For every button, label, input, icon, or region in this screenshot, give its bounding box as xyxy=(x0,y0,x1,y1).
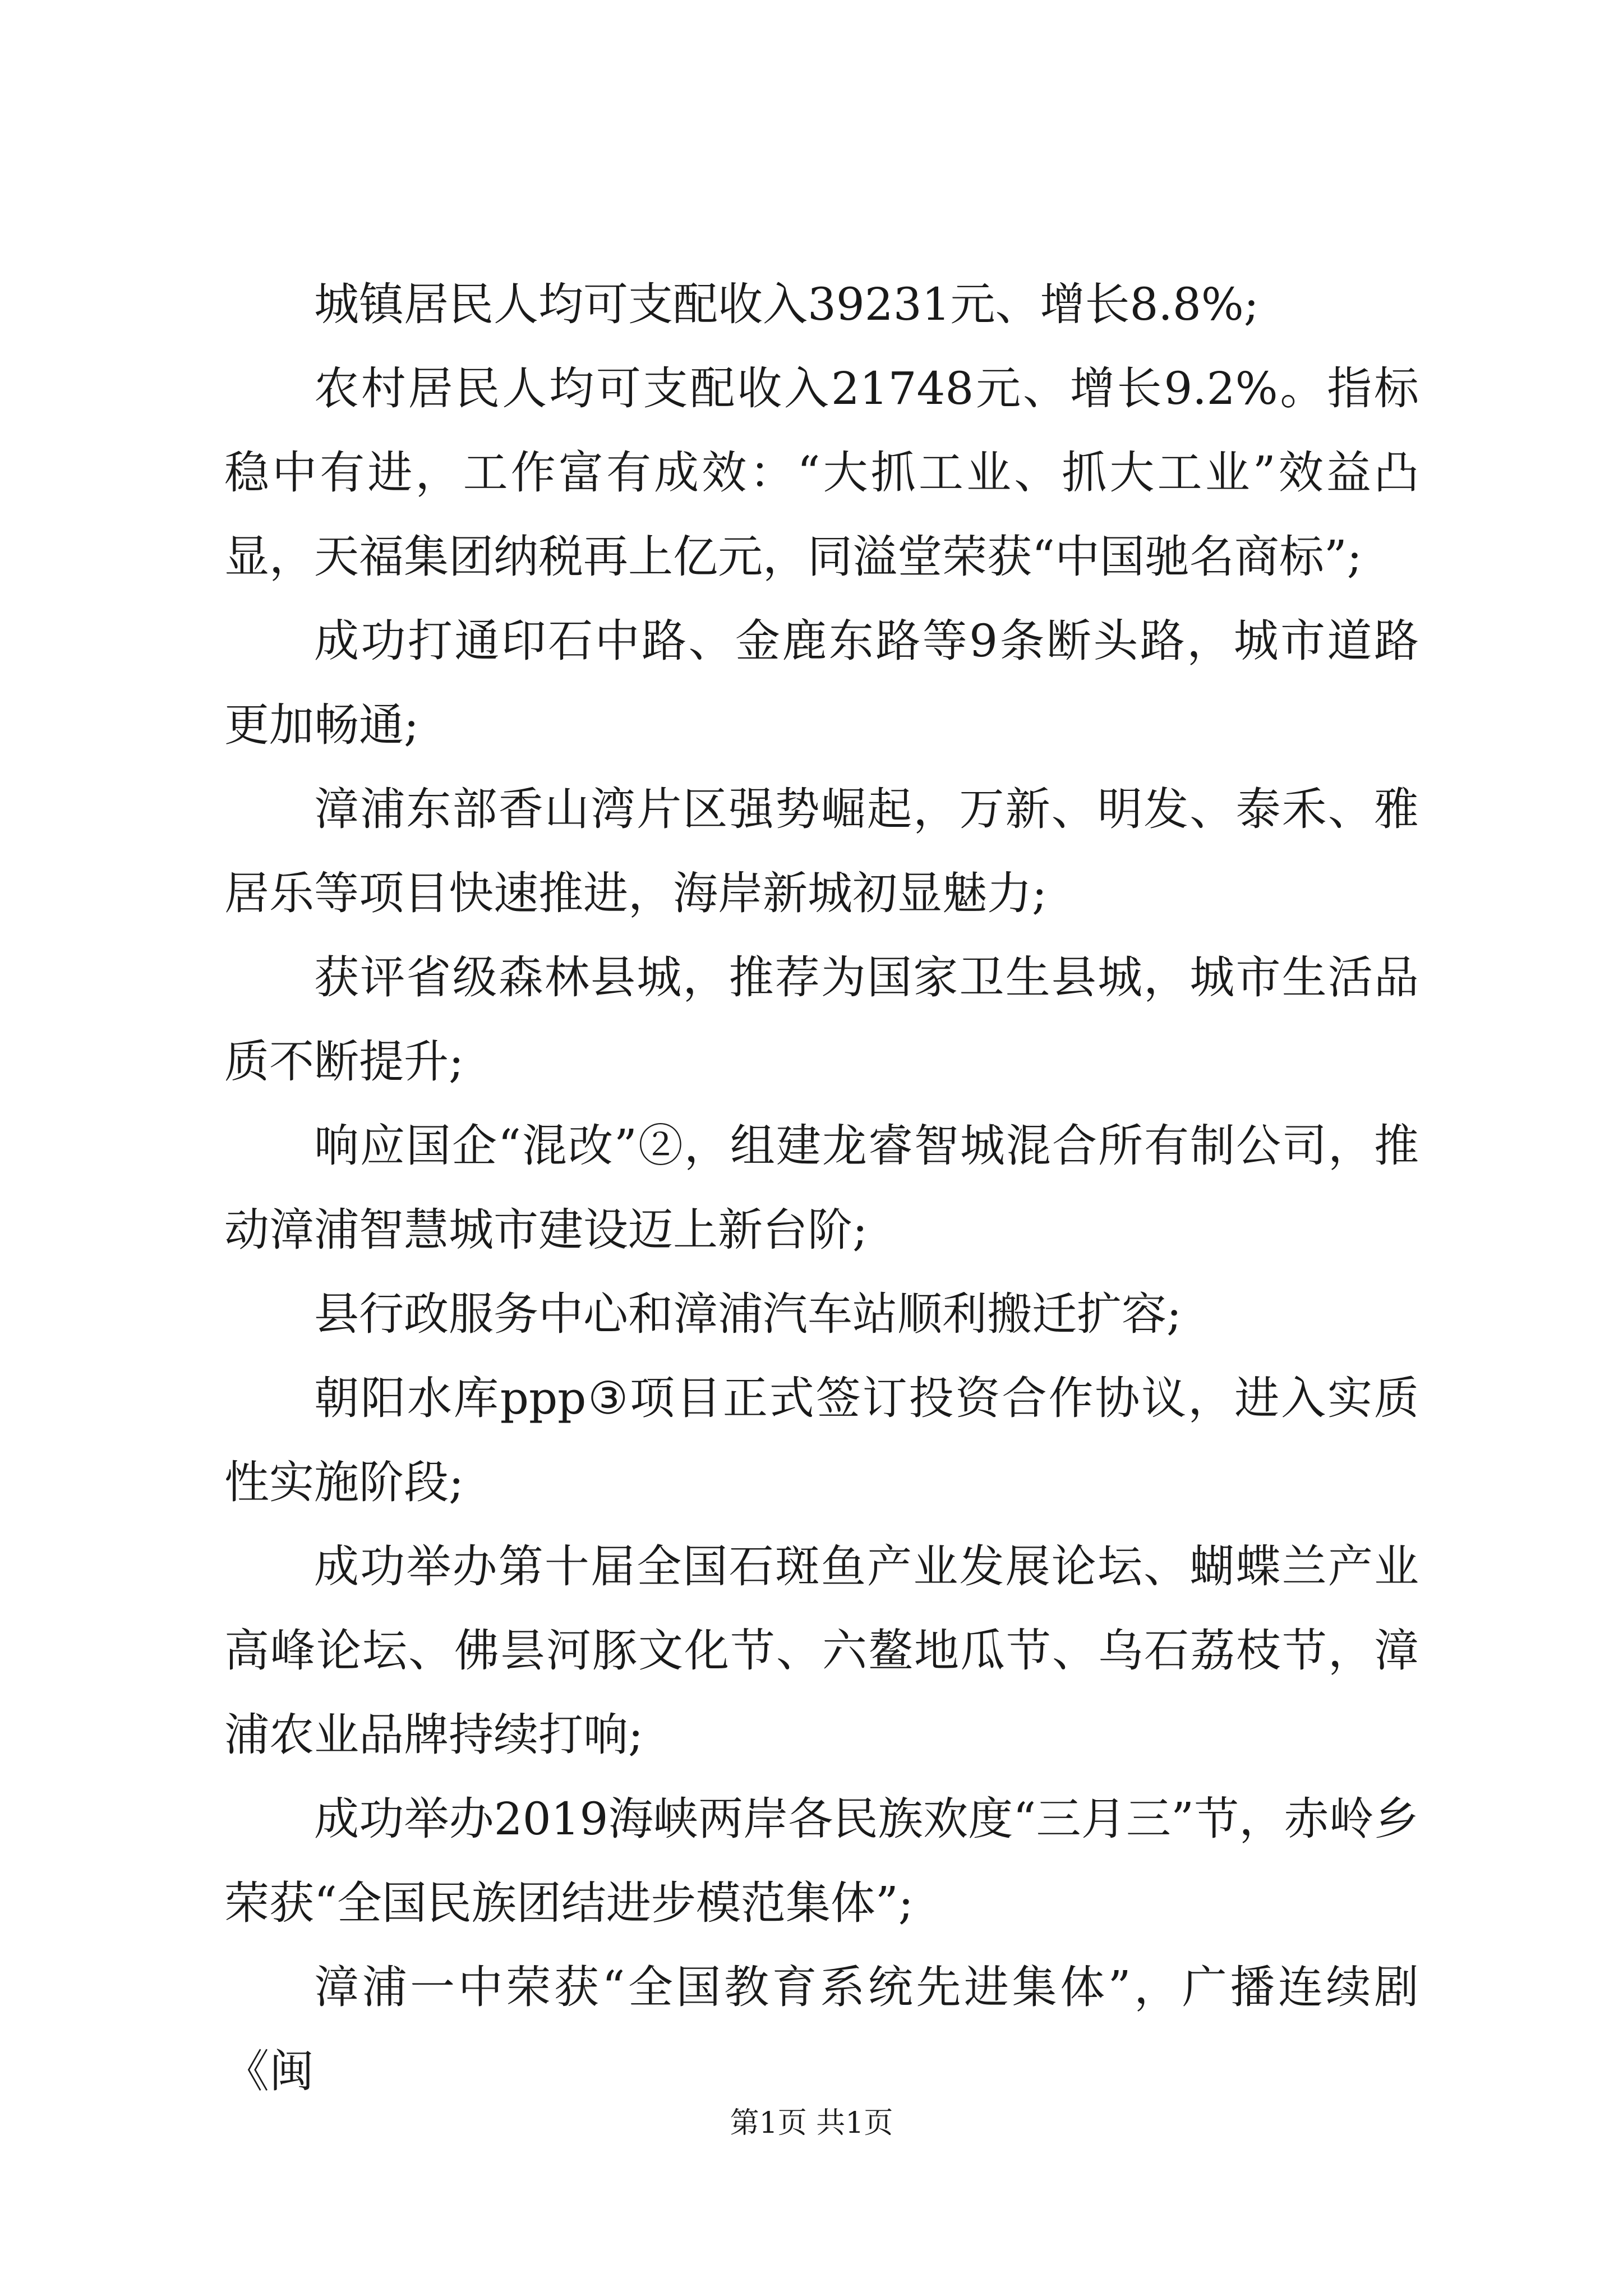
paragraph-service-center: 县行政服务中心和漳浦汽车站顺利搬迁扩容; xyxy=(314,1288,1182,1340)
paragraph-urban-income: 城镇居民人均可支配收入39231元、增长8.8%; xyxy=(314,278,1259,330)
paragraph-rural-income: 农村居民人均可支配收入21748元、增长9.2%。指标稳中有进，工作富有成效：“大抓工业、抓大工业”效益凸显，天福集团纳税再上亿元，同溢堂荣获“中国驰名商标”; xyxy=(224,362,1419,583)
paragraph-forest-county: 获评省级森林县城，推荐为国家卫生县城，城市生活品质不断提升; xyxy=(224,951,1419,1088)
paragraph-school: 漳浦一中荣获“全国教育系统先进集体”，广播连续剧《闽 xyxy=(224,1961,1419,2097)
paragraph-reservoir-ppp: 朝阳水库ppp③项目正式签订投资合作协议，进入实质性实施阶段; xyxy=(224,1372,1419,1508)
page-footer: 第1页 共1页 xyxy=(730,2106,893,2140)
paragraph-sanyuesan: 成功举办2019海峡两岸各民族欢度“三月三”节，赤岭乡荣获“全国民族团结进步模范集体”; xyxy=(224,1793,1419,1929)
paragraph-forums: 成功举办第十届全国石斑鱼产业发展论坛、蝴蝶兰产业高峰论坛、佛昙河豚文化节、六鳌地瓜节、乌石荔枝节，漳浦农业品牌持续打响; xyxy=(224,1540,1419,1761)
document-body xyxy=(224,263,1419,2114)
paragraph-xiangshan-bay: 漳浦东部香山湾片区强势崛起，万新、明发、泰禾、雅居乐等项目快速推进，海岸新城初显魅力; xyxy=(224,783,1419,919)
paragraph-roads: 成功打通印石中路、金鹿东路等9条断头路，城市道路更加畅通; xyxy=(224,615,1419,751)
paragraph-mixed-reform: 响应国企“混改”②，组建龙睿智城混合所有制公司，推动漳浦智慧城市建设迈上新台阶; xyxy=(224,1120,1419,1256)
